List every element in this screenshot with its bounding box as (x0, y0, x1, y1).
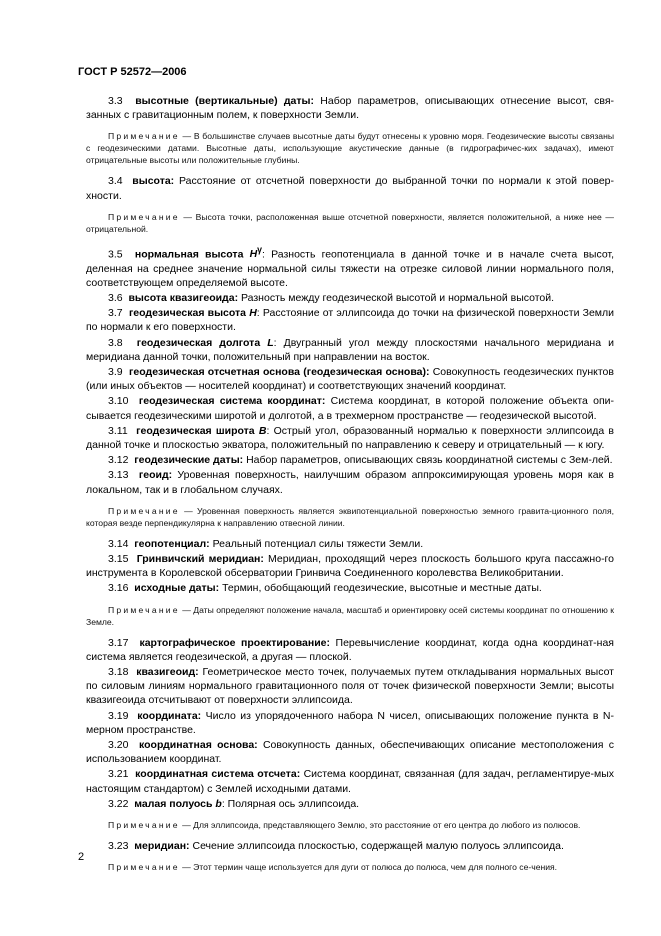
term-name: координатная основа: (139, 739, 258, 751)
term-number: 3.18 (108, 665, 129, 678)
term-name: высота: (132, 175, 175, 188)
term-number: 3.4 (108, 175, 123, 188)
term-name: малая полуось (134, 797, 213, 810)
definitions-body (86, 94, 614, 881)
note-text: Даты определяют положение начала, масштаб и ориентировку осей системы координат по отношению к Земле. (86, 604, 614, 627)
definition-3-21 (86, 767, 614, 795)
term-definition: Система координат, связанная (для задач, регламентируе-мых настоящим стандартом) с Землей исходными датами. (86, 768, 614, 795)
term-name: геодезическая долгота (136, 336, 261, 349)
term-number: 3.20 (108, 739, 129, 751)
term-name: геоид: (138, 469, 173, 482)
term-number: 3.16 (108, 582, 129, 595)
term-definition: Набор параметров, описывающих связь координатной системы с Зем-лей. (246, 454, 613, 467)
term-definition: : Острый угол, образованный нормалью к поверхности эллипсоида в данной точке и плоскостью экватора, положительный по направлению к северу и отрицательный — к югу. (86, 424, 614, 451)
definition-3-10 (86, 394, 614, 422)
term-superscript: γ (257, 244, 263, 255)
term-definition: : Разность геопотенциала в данной точке и в начале счета высот, деленная на среднее значение нормальной силы тяжести на отрезке силовой линии нормального поля, соответствующем определяемой высоте. (86, 248, 614, 289)
term-definition: Меридиан, проходящий через плоскость большого круга пассажно-го инструмента в Королевской обсерватории Гринвича Соединенного королевства Великобритании. (86, 552, 614, 580)
term-name: высота квазигеоида: (128, 291, 239, 304)
term-number: 3.14 (108, 537, 129, 550)
note-label: Примечание (108, 131, 180, 142)
note-label: Примечание (108, 505, 180, 516)
definition-3-12 (86, 453, 614, 467)
term-symbol: B (258, 424, 267, 437)
definition-3-9 (86, 365, 614, 393)
term-number: 3.5 (108, 248, 123, 261)
definition-3-19 (86, 709, 614, 737)
term-name: координата: (137, 709, 202, 722)
definition-3-7 (86, 306, 614, 334)
note-3: Примечание — Уровенная поверхность является эквипотенциальной поверхностью земного гравита-ционного поля, которая везде перпендикулярна к направлению отвесной линии. (86, 505, 614, 528)
definition-3-23 (86, 839, 614, 853)
term-definition: Число из упорядоченного набора N чисел, описывающих положение пункта в N-мерном пространстве. (86, 709, 614, 736)
document-header: ГОСТ Р 52572—2006 (78, 66, 187, 78)
term-definition: : Двугранный угол между плоскостями начального меридиана и меридиана данной точки, положительный при направлении на восток. (86, 336, 614, 363)
term-name: геодезические даты: (134, 454, 244, 467)
term-name: нормальная высота (134, 248, 244, 261)
definition-3-6 (86, 291, 614, 305)
term-name: координатная система отсчета: (135, 768, 301, 781)
term-symbol: H (249, 248, 258, 261)
note-text: В большинстве случаев высотные даты будут отнесены к уровню моря. Геодезические высоты связаны с геодезическими датами. Высотные даты, использующие акустические данные (в гидрографичес-ких задачах), имеют отрицательные высоты или положительные глубины. (86, 131, 614, 166)
term-definition: : Расстояние от эллипсоида до точки на физической поверхности Земли по нормали к его поверхности. (86, 307, 615, 334)
term-definition: Совокупность данных, обеспечивающих описание местоположения с использованием координат. (86, 739, 615, 766)
note-text: Этот термин чаще используется для дуги от полюса до полюса, чем для полного се-чения. (193, 862, 558, 873)
term-name: исходные даты: (134, 582, 220, 595)
definition-3-22 (86, 797, 614, 811)
definition-3-8 (86, 336, 614, 364)
term-definition: Расстояние от отсчетной поверхности до выбранной точки по нормали к этой повер-хности. (86, 175, 615, 202)
term-definition: : Полярная ось эллипсоида. (221, 797, 360, 810)
definition-3-3 (86, 94, 614, 122)
note-label: Примечание (108, 820, 180, 831)
term-number: 3.11 (108, 424, 128, 437)
definition-3-17 (86, 636, 614, 664)
definition-3-5 (86, 243, 614, 290)
term-name: высотные (вертикальные) даты: (135, 95, 314, 107)
term-number: 3.6 (108, 291, 123, 304)
term-number: 3.19 (108, 709, 129, 722)
definition-3-15 (86, 552, 614, 580)
note-label: Примечание (108, 211, 180, 222)
term-definition: Реальный потенциал силы тяжести Земли. (212, 537, 424, 550)
page-number: 2 (78, 851, 85, 863)
note-text: Высота точки, расположенная выше отсчетной поверхности, является положительной, а ниже нее — отрицательной. (86, 211, 614, 234)
term-definition: Набор параметров, описывающих отнесение высот, свя-занных с гравитационным полем, к поверхности Земли. (86, 95, 615, 122)
term-definition: Совокупность геодезических пунктов (или иных объектов — носителей координат) и соответствующих значений координат. (86, 365, 614, 393)
term-number: 3.21 (108, 768, 129, 781)
note-label: Примечание (108, 862, 180, 873)
note-2: Примечание — Высота точки, расположенная выше отсчетной поверхности, является положительной, а ниже нее — отрицательной. (86, 211, 614, 234)
term-number: 3.7 (108, 307, 123, 320)
note-6: Примечание — Этот термин чаще используется для дуги от полюса до полюса, чем для полного се-чения. (108, 862, 558, 873)
term-number: 3.12 (108, 454, 129, 467)
term-definition: Геометрическое место точек, получаемых путем откладывания нормальных высот по силовым линиям нормального гравитационного поля от точек физической поверхности Земли; высоты квазигеоида отсчитывают от поверхности эллипсоида. (86, 665, 614, 707)
term-name: квазигеоид: (136, 665, 199, 678)
note-5: Примечание — Для эллипсоида, представляющего Землю, это расстояние от его центра до любого из полюсов. (108, 820, 581, 831)
definition-3-13 (86, 468, 614, 496)
term-definition: Уровенная поверхность, наилучшим образом аппроксимирующая уровень моря как в локальном, так и в глобальном случаях. (86, 469, 615, 496)
note-text: Для эллипсоида, представляющего Землю, это расстояние от его центра до любого из полюсов. (193, 820, 581, 831)
term-symbol: b (215, 797, 222, 810)
term-definition: Система координат, в которой положение объекта опи-сывается геодезическими широтой и долготой, а в трехмерном пространстве — геодезической высотой. (86, 395, 614, 422)
term-name: геодезическая отсчетная основа (геодезическая основа): (129, 365, 430, 378)
term-symbol: L (267, 336, 274, 349)
term-name: Гринвичский меридиан: (136, 552, 264, 565)
term-name: картографическое проектирование: (139, 636, 330, 649)
definition-3-14 (86, 537, 614, 551)
term-definition: Сечение эллипсоида плоскостью, содержащей малую полуось эллипсоида. (192, 840, 564, 853)
term-name: меридиан: (134, 840, 190, 853)
note-label: Примечание (108, 604, 180, 615)
term-definition: Разность между геодезической высотой и нормальной высотой. (240, 291, 555, 304)
term-name: геопотенциал: (134, 537, 210, 550)
term-number: 3.3 (108, 95, 123, 107)
term-number: 3.13 (108, 469, 129, 482)
term-name: геодезическая широта (136, 424, 255, 437)
term-number: 3.9 (108, 365, 123, 378)
term-definition: Перевычисление координат, когда одна координат-ная система является геодезической, а другая — плоской. (86, 636, 614, 663)
definition-3-11 (86, 424, 614, 452)
term-name: геодезическая система координат: (138, 395, 326, 408)
term-definition: Термин, обобщающий геодезические, высотные и местные даты. (222, 582, 542, 595)
definition-3-16 (86, 581, 614, 595)
note-text: Уровенная поверхность является эквипотенциальной поверхностью земного гравита-ционного поля, которая везде перпендикулярна к направлению отвесной линии. (86, 505, 614, 528)
term-number: 3.10 (108, 395, 129, 408)
note-4: Примечание — Даты определяют положение начала, масштаб и ориентировку осей системы координат по отношению к Земле. (86, 604, 614, 627)
term-number: 3.22 (108, 797, 129, 810)
definition-3-20 (86, 738, 614, 766)
term-number: 3.17 (108, 636, 129, 649)
note-1: Примечание — В большинстве случаев высотные даты будут отнесены к уровню моря. Геодезические высоты связаны с геодезическими датами. Высотные даты, использующие акустические данные (в гидрографичес-ких задачах), имеют отрицательные высоты или положительные глубины. (86, 131, 614, 166)
term-number: 3.15 (108, 552, 129, 565)
term-number: 3.8 (108, 336, 123, 349)
term-symbol: H (249, 307, 257, 320)
definition-3-4 (86, 174, 614, 202)
term-name: геодезическая высота (128, 307, 247, 320)
definition-3-18 (86, 665, 614, 708)
term-number: 3.23 (108, 840, 129, 853)
